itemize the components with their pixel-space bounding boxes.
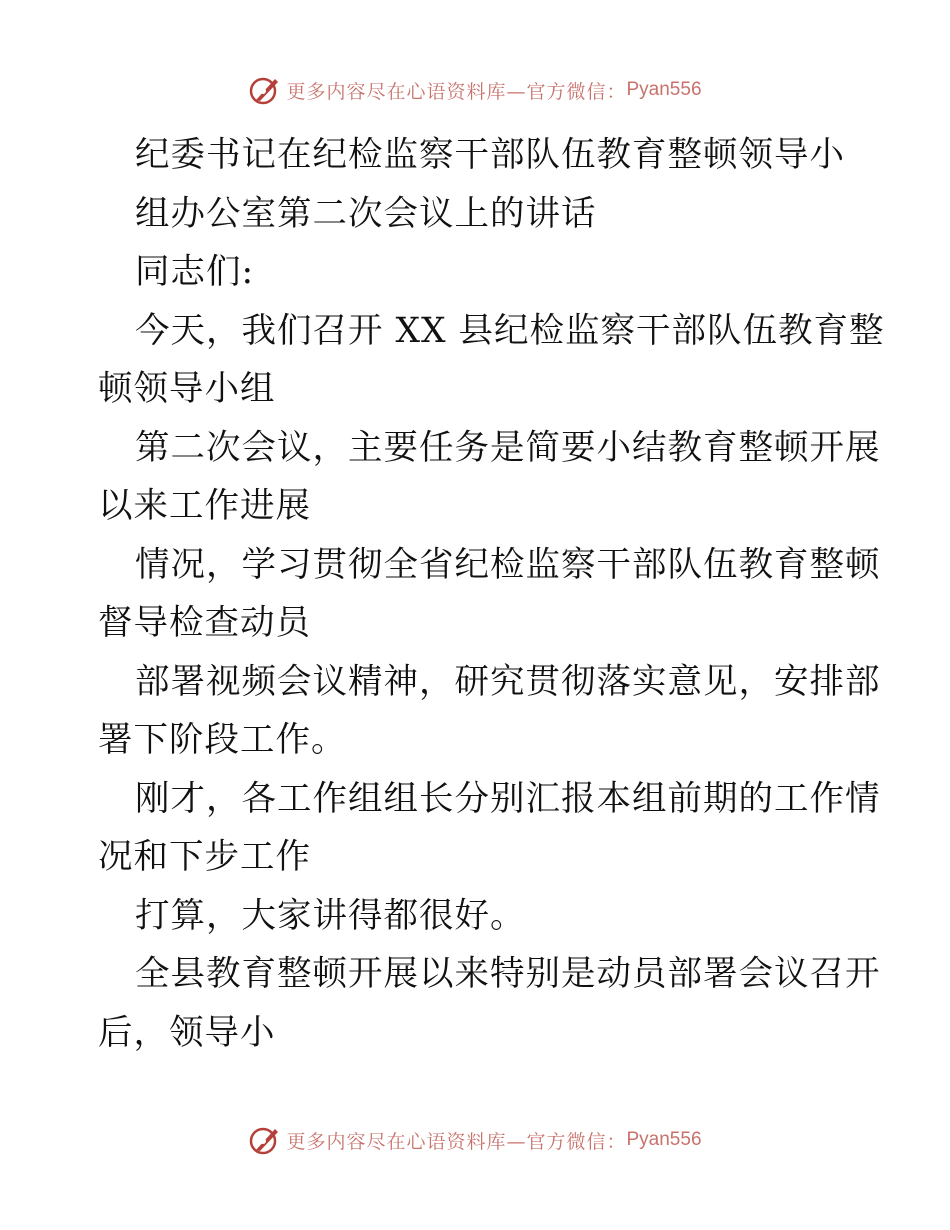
salutation: 同志们:	[135, 252, 255, 292]
quill-pen-circle-icon	[248, 1123, 282, 1157]
watermark-text: 更多内容尽在心语资料库—官方微信：	[286, 1130, 627, 1153]
document-body	[98, 126, 885, 1062]
header-watermark	[0, 73, 950, 107]
paragraph-line: 刚才，各工作组组长分别汇报本组前期的工作情	[135, 778, 881, 819]
footer-watermark	[0, 1123, 950, 1157]
title-line-2: 组办公室第二次会议上的讲话	[135, 193, 597, 234]
paragraph-line: 后，领导小	[98, 1012, 276, 1053]
paragraph-line: 情况，学习贯彻全省纪检监察干部队伍教育整顿	[135, 544, 881, 585]
paragraph-line: 督导检查动员	[98, 603, 311, 643]
paragraph-line: 以来工作进展	[98, 486, 311, 526]
title-line-1: 纪委书记在纪检监察干部队伍教育整顿领导小	[135, 135, 845, 175]
paragraph-line: 部署视频会议精神，研究贯彻落实意见，安排部	[135, 661, 881, 702]
paragraph-line: 全县教育整顿开展以来特别是动员部署会议召开	[135, 954, 881, 994]
watermark-text: 更多内容尽在心语资料库—官方微信：	[286, 80, 627, 103]
paragraph-line: 顿领导小组	[98, 369, 276, 409]
paragraph-line: 第二次会议，主要任务是简要小结教育整顿开展	[135, 427, 881, 468]
quill-pen-circle-icon	[248, 73, 282, 107]
paragraph-line: 今天，我们召开 XX 县纪检监察干部队伍教育整	[135, 310, 885, 351]
paragraph-line: 打算，大家讲得都很好。	[135, 895, 526, 936]
watermark-wechat-id: Pyan556	[626, 79, 702, 100]
paragraph-line: 署下阶段工作。	[98, 720, 347, 760]
paragraph-line: 况和下步工作	[98, 837, 311, 877]
watermark-wechat-id: Pyan556	[626, 1129, 702, 1150]
